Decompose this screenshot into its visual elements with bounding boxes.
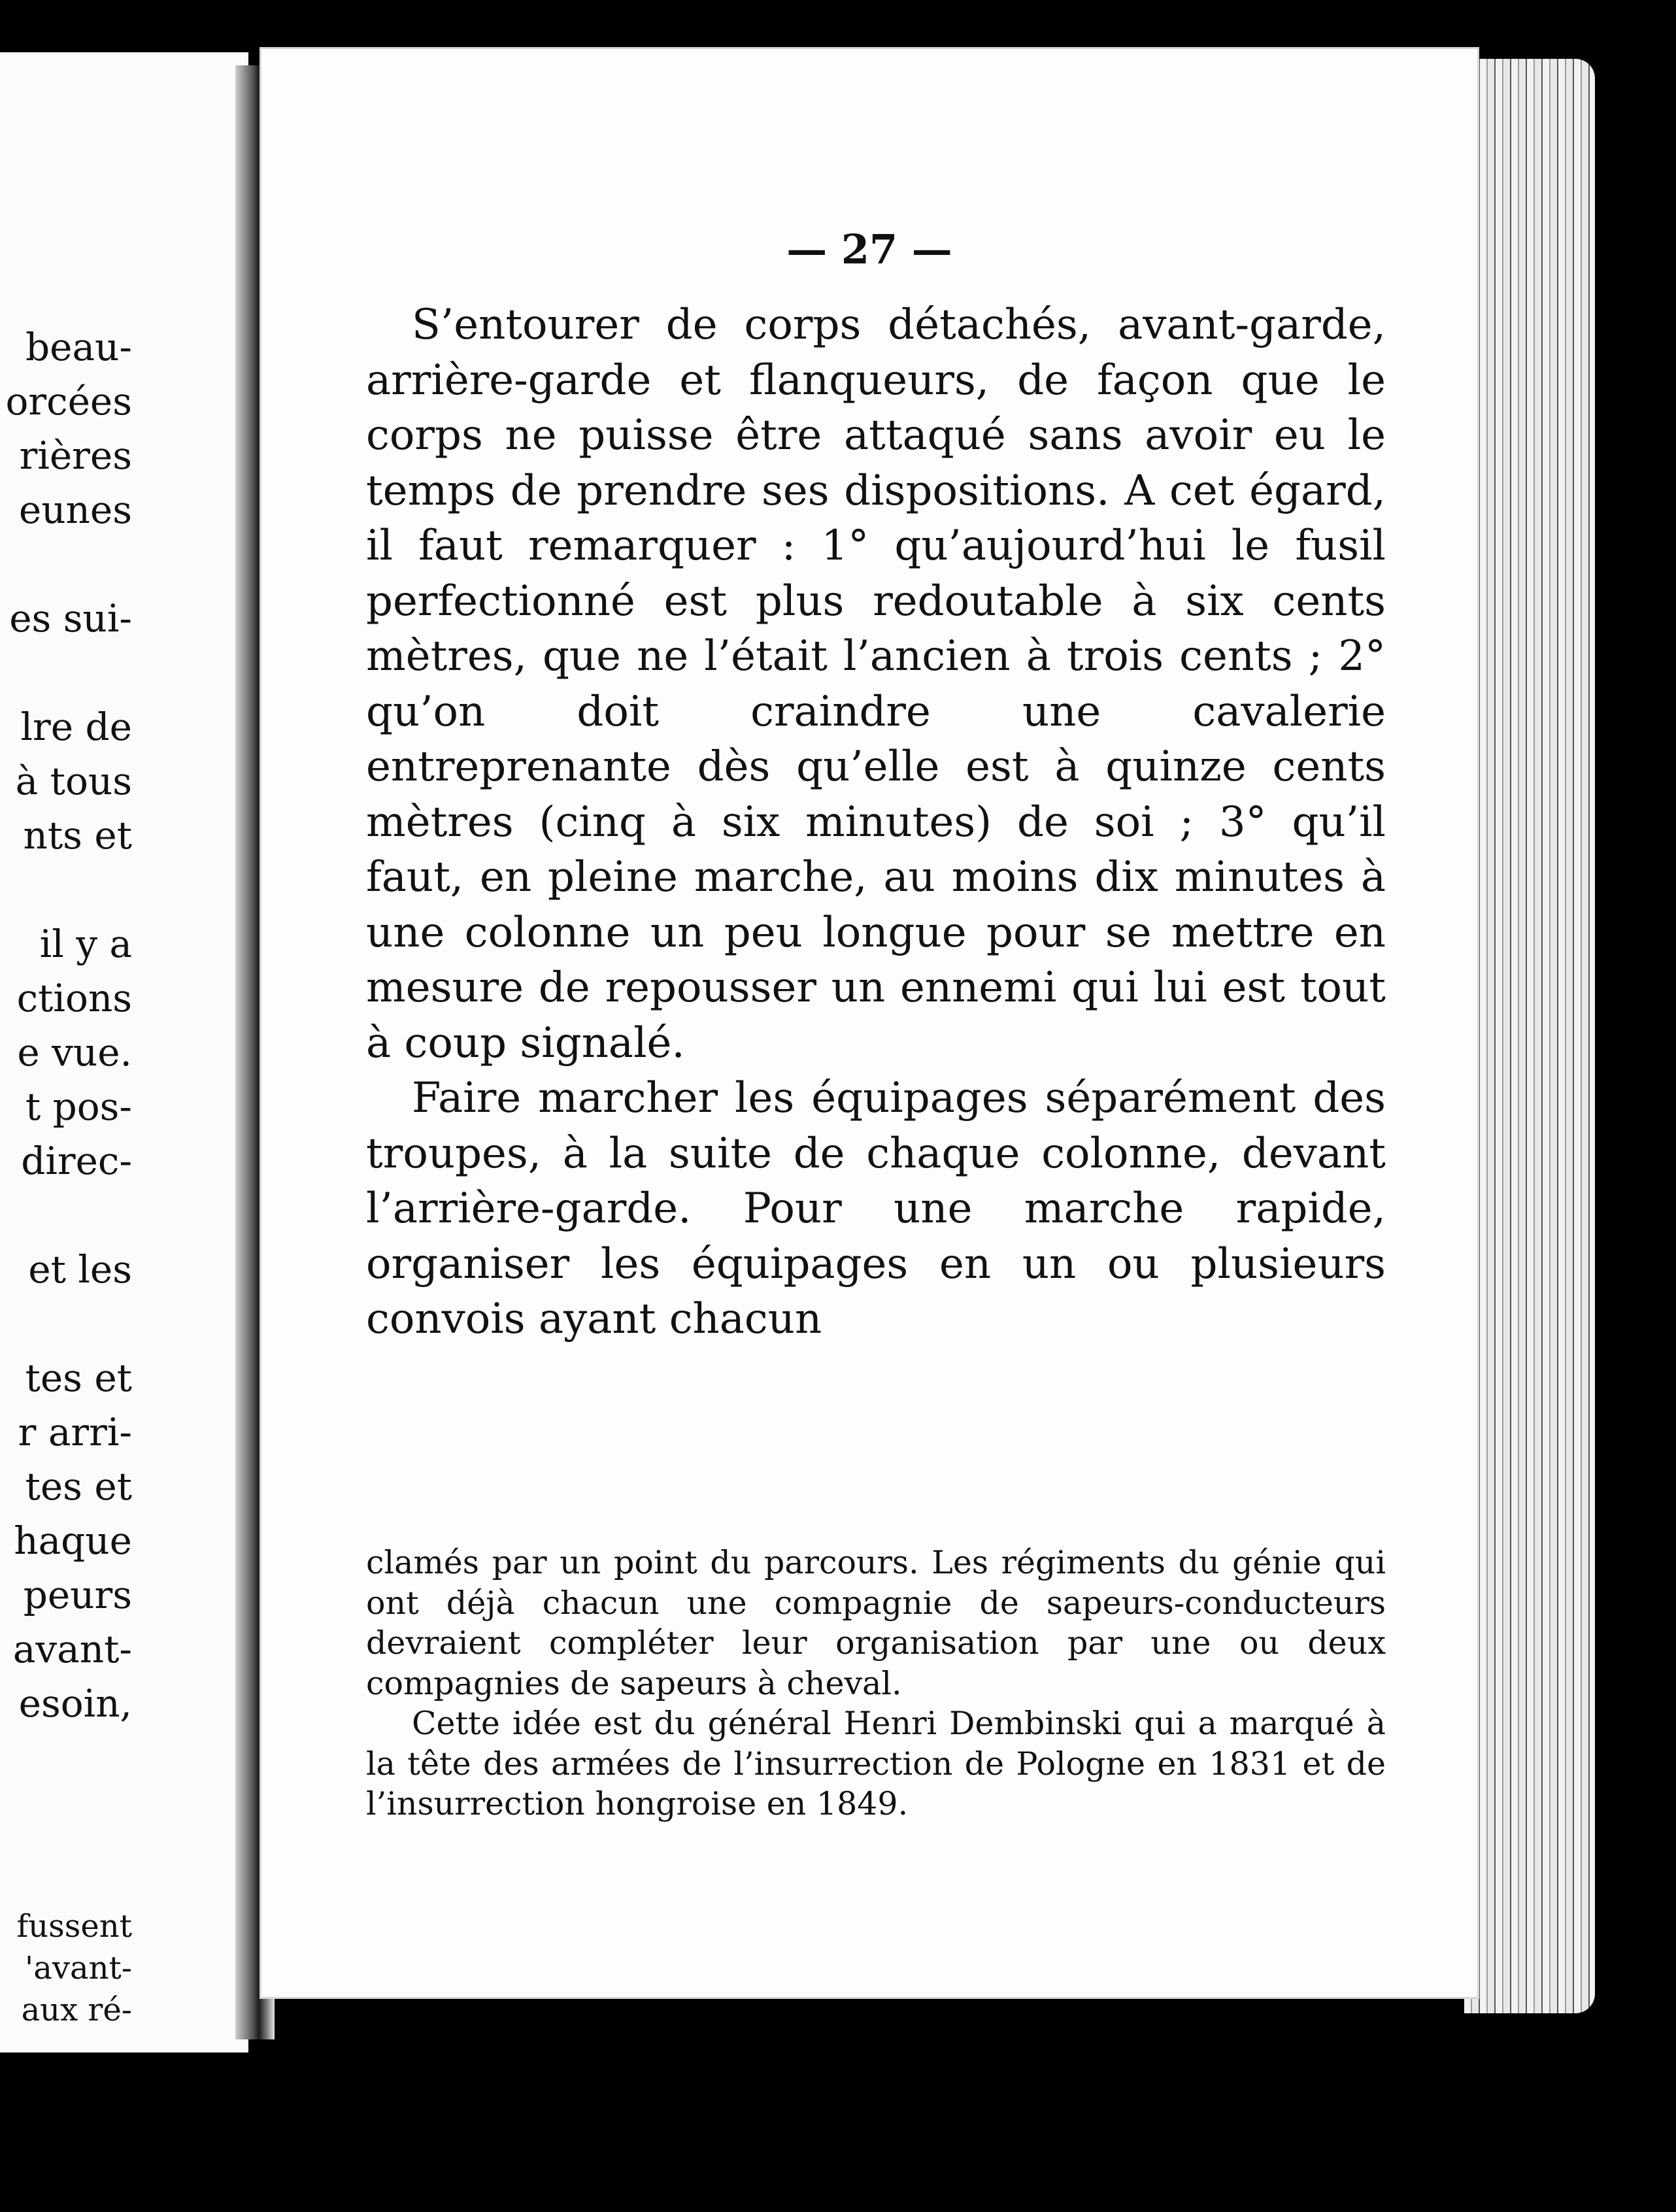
left-footnote-line: fussent — [16, 1908, 132, 1945]
left-line — [1, 863, 132, 917]
left-line: il y a — [39, 922, 132, 966]
left-line: haque — [14, 1518, 132, 1563]
body-text — [366, 297, 1386, 1347]
paragraph: Faire marcher les équipages séparément des troupes, à la suite de chaque colonne, devant l’arrière-garde. Pour une marche rapide, organiser les équipages en un ou plusieurs convois ayant chacun — [366, 1074, 1386, 1343]
left-line — [1, 646, 132, 700]
left-line: orcées — [5, 379, 132, 424]
left-line: rières — [19, 433, 132, 478]
left-footnote-line: aux ré- — [21, 1992, 132, 2028]
left-page-footnote — [16, 1905, 132, 2031]
paragraph: S’entourer de corps détachés, avant-garde, arrière-garde et flanqueurs, de façon que le corps ne puisse être attaqué sans avoir eu le temps de prendre ses dispositions. A cet égard, il faut remarquer : 1° qu’aujourd’hui le fusil perfectionné est plus redoutable à six cents mètres, que ne l’était l’ancien à trois cents ; 2° qu’on doit craindre une cavalerie entreprenante dès qu’elle est à quinze cents mètres (cinq à six minutes) de soi ; 3° qu’il faut, en pleine marche, au moins dix minutes à une colonne un peu longue pour se mettre en mesure de repousser un ennemi qui lui est tout à coup signalé. — [366, 301, 1386, 1067]
left-line — [1, 537, 132, 592]
left-line — [1, 1188, 132, 1243]
footnote: clamés par un point du parcours. Les régiments du génie qui ont déjà chacun une compagnie de sapeurs-conducteurs devraient compléter leur organisation par une ou deux compagnies de sapeurs à cheval. — [366, 1544, 1386, 1702]
left-line: à tous — [15, 759, 132, 803]
left-line: t pos- — [25, 1084, 132, 1129]
left-line: es sui- — [9, 596, 132, 641]
left-line: eunes — [18, 488, 132, 532]
footnote: Cette idée est du général Henri Dembinski qui a marqué à la tête des armées de l’insurrection de Pologne en 1831 et de l’insurrection hongroise en 1849. — [366, 1705, 1386, 1822]
left-line — [1, 1297, 132, 1351]
page-edges — [1464, 59, 1595, 2013]
left-line: tes et — [25, 1356, 132, 1400]
left-page — [0, 52, 248, 2053]
left-line: et les — [28, 1247, 132, 1292]
left-line: direc- — [21, 1139, 132, 1183]
left-page-text — [1, 320, 132, 1731]
left-line: tes et — [25, 1464, 132, 1509]
left-footnote-line: 'avant- — [25, 1950, 132, 1986]
right-page — [261, 49, 1477, 1997]
left-line: beau- — [25, 325, 132, 369]
left-line: lre de — [20, 705, 132, 749]
page-number: — 27 — — [786, 226, 952, 273]
left-line: nts et — [23, 813, 132, 858]
left-line: avant- — [12, 1627, 132, 1671]
left-line: ctions — [16, 976, 132, 1020]
left-line: e vue. — [17, 1030, 132, 1075]
footnotes — [366, 1543, 1386, 1824]
left-line: r arri- — [18, 1410, 132, 1454]
left-line: peurs — [23, 1573, 132, 1617]
left-line: esoin, — [18, 1681, 132, 1726]
